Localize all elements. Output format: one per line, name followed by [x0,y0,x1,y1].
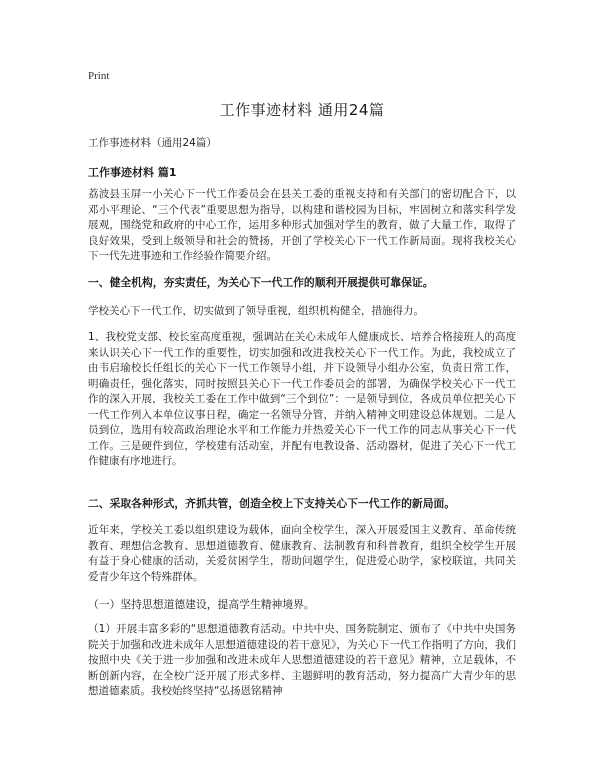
subheading-moral: （一）坚持思想道德建设，提高学生精神境界。 [88,598,315,611]
section-title: 工作事迹材料 篇1 [88,166,177,179]
paragraph-leadership: 1、我校党支部、校长室高度重视，强调站在关心未成年人健康成长、培养合格接班人的高度来认识关心下一代工作的重要性，切实加强和改进我校关心下一代工作。为此，我校成立了由韦启瑜校长任组长的关心下一代工作领导小组，并下设领导小组办公室，负责日常工作，明确责任，强化落实，同时按照县关心下一代工作委员会的部署，为确保学校关心下一代工作的深入开展，我校关工委在工作中做到“三个到位”：一是领导到位，各成员单位把关心下一代工作列入本单位议事日程，确定一名领导分管，并纳入精神文明建设总体规划。二是人员到位，选用有较高政治理论水平和工作能力并热爱关心下一代工作的同志从事关心下一代工作。三是硬件到位，学校建有活动室，并配有电教设备、活动器材，促进了关心下一代工作健康有序地进行。 [88,331,516,467]
heading-one: 一、健全机构，夯实责任，为关心下一代工作的顺利开展提供可靠保证。 [88,276,434,289]
print-link[interactable]: Print [88,70,110,82]
intro-paragraph: 荔波县玉屏一小关心下一代工作委员会在县关工委的重视支持和有关部门的密切配合下，以邓小平理论、“三个代表”重要思想为指导，以构建和谐校园为目标，牢固树立和落实科学发展观，围绕党和政府的中心工作，运用多种形式加强对学生的教育，做了大量工作，取得了良好效果，受到上级领导和社会的赞扬，开创了学校关心下一代工作新局面。现将我校关心下一代先进事迹和工作经验作简要介绍。 [88,188,516,262]
document-subtitle: 工作事迹材料（通用24篇） [88,137,217,149]
paragraph-organization: 学校关心下一代工作，切实做到了领导重视，组织机构健全，措施得力。 [88,305,424,317]
paragraph-moral-education: （1）开展丰富多彩的“思想道德教育活动。中共中央、国务院制定、颁布了《中共中央国务院关于加强和改进未成年人思想道德建设的若干意见》，为关心下一代工作指明了方向，我们按照中央《关于进一步加强和改进未成年人思想道德建设的若干意见》精神，立足载体，不断创新内容，在全校广泛开展了形式多样、主题鲜明的教育活动，努力提高广大青少年的思想道德素质。我校始终坚持“弘扬恩铭精神 [88,623,516,697]
heading-two: 二、采取各种形式，齐抓共管，创造全校上下支持关心下一代工作的新局面。 [88,497,456,510]
page-title: 工作事迹材料 通用24篇 [219,101,385,119]
paragraph-activities: 近年来，学校关工委以组织建设为载体，面向全校学生，深入开展爱国主义教育、革命传统教育、理想信念教育、思想道德教育、健康教育、法制教育和科普教育，组织全校学生开展有益于身心健康的活动，关爱贫困学生，帮助问题学生，促进爱心助学，家校联谊，共同关爱青少年这个特殊群体。 [88,524,516,583]
